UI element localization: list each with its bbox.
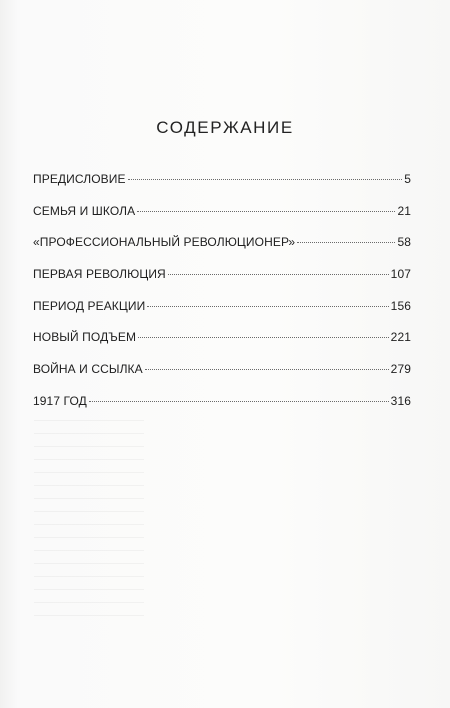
table-of-contents (33, 172, 411, 426)
toc-entry (33, 235, 411, 267)
toc-entry-page: 316 (390, 393, 411, 408)
toc-entry-title: «ПРОФЕССИОНАЛЬНЫЙ РЕВОЛЮЦИОНЕР» (33, 235, 296, 250)
toc-entry (33, 204, 411, 236)
toc-entry (33, 267, 411, 299)
page-title: СОДЕРЖАНИЕ (156, 118, 294, 137)
toc-entry-page: 107 (390, 267, 411, 282)
toc-entry (33, 330, 411, 362)
dot-leader (138, 337, 389, 338)
toc-entry (33, 394, 411, 426)
toc-entry (33, 172, 411, 204)
dot-leader (145, 369, 389, 370)
toc-entry (33, 362, 411, 394)
dot-leader (297, 242, 395, 243)
toc-entry-title: ПЕРИОД РЕАКЦИИ (33, 298, 146, 313)
show-through-text (34, 420, 144, 620)
dot-leader (168, 274, 389, 275)
toc-entry-page: 21 (397, 203, 411, 218)
toc-entry-title: СЕМЬЯ И ШКОЛА (33, 203, 136, 218)
toc-entry-title: 1917 ГОД (33, 393, 87, 408)
toc-entry-page: 279 (390, 362, 411, 377)
toc-entry-page: 221 (390, 330, 411, 345)
toc-entry-title: ПРЕДИСЛОВИЕ (33, 172, 126, 186)
toc-entry-title: ВОЙНА И ССЫЛКА (33, 362, 143, 377)
toc-entry (33, 299, 411, 331)
toc-entry-page: 58 (397, 235, 411, 250)
toc-entry-page: 156 (390, 298, 411, 313)
dot-leader (128, 179, 403, 180)
toc-entry-title: ПЕРВАЯ РЕВОЛЮЦИЯ (33, 267, 166, 282)
toc-entry-title: НОВЫЙ ПОДЪЕМ (33, 330, 137, 345)
dot-leader (89, 401, 389, 402)
dot-leader (137, 211, 395, 212)
toc-entry-page: 5 (404, 172, 411, 186)
dot-leader (147, 306, 388, 307)
